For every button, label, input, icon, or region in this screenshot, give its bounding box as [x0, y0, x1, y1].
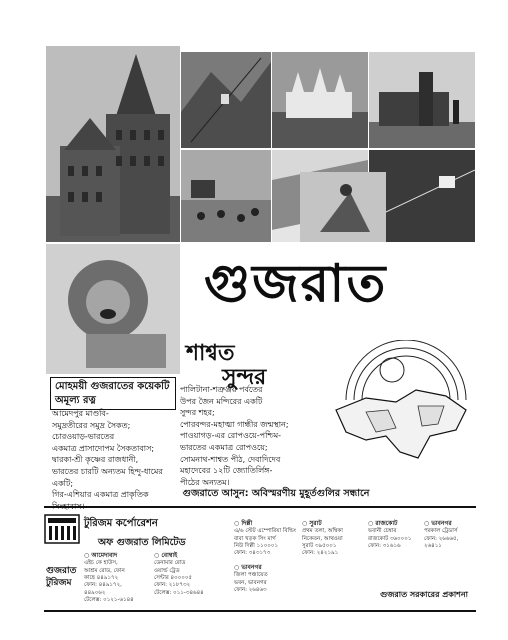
list-item: আমেদপুর মাণ্ডবি- — [52, 409, 109, 418]
footer — [44, 506, 476, 612]
list-item: একটি; — [52, 478, 74, 488]
list-item: উপর জৈন মন্দিরের একটি — [180, 396, 263, 406]
credit-line: গুজরাত সরকারের প্রকাশনা — [380, 590, 468, 599]
tagline-line-1: শাশ্বত — [186, 341, 235, 366]
lion-photo — [46, 244, 180, 374]
gujarat-map-illustration — [326, 340, 474, 466]
office-bhavnagar: ○ ভাবনগর জিলা পঞ্চায়েত ভবন, ভাবনগর ফোন: ২৬৪৬৩ — [234, 564, 268, 593]
list-item: সিংহাবাস। — [52, 501, 85, 511]
list-item: চোরওয়াড়-ভারতের — [52, 432, 115, 442]
gems-heading: মোহময়ী গুজরাতের কয়েকটি অমূল্য রত্ন — [50, 377, 176, 410]
list-item: পীঠের অন্যতম। — [180, 477, 230, 487]
mountain-ropeway-photo — [181, 52, 271, 148]
map-icon — [326, 340, 474, 466]
list-item: ভারতের চারটি অন্যতম হিন্দু-ধামের — [52, 466, 163, 476]
temple-icon — [46, 46, 180, 242]
list-item: সমুদ্রতীরের সমুদ্র সৈকত; — [52, 420, 131, 430]
office-delhi: ○ দিল্লী এ/৬ স্টেট এম্পোরিয়া বিল্ডিং বাবা খড়ক সিং মার্গ নিউ দিল্লী ১১০০০১ ফোন: ৩৪৩১৭৩ — [234, 520, 297, 557]
office-bhavnagar-2: ○ ভাবনগর পরকাল ট্রেডার্স ফোন: ২৬৬৬৫, ২৬৪১১ — [424, 520, 459, 549]
tourism-logo-icon — [44, 514, 80, 544]
list-item: একমাত্র প্রাসাদোপম সৈকতাবাস; — [52, 443, 155, 453]
corporation-name-line-1: টুরিজম কর্পোরেশন — [84, 518, 158, 529]
office-bombay: ○ বোম্বাই ডেনামার রোড ওয়ার্ল্ড ট্রেড সেন্টার ৪০০০০৫ ফোন: ২১৮৭৩২ টেলেক্স: ০১১-৩৪৬৪৪ — [154, 552, 204, 596]
jain-temples-photo — [272, 52, 368, 148]
mid-attractions-list — [180, 384, 336, 488]
office-ahmedabad: ○ আমেদাবাদ এইচ কে হাউস, আশ্রম রোড, ফোন কাছে ৪৪৯১৭২ ফোন: ৪৪৯১৭২, ৪৪৯০৬২ টেলেক্স: ০১২১-৬১৪৪ — [84, 552, 134, 604]
list-item: মহাদেবের ১২টি জ্যোতির্লিঙ্গ- — [180, 466, 273, 476]
palace-photo — [369, 52, 475, 148]
tagline-line-2: সুন্দর — [222, 365, 267, 390]
list-item: সোমনাথ-শাশ্বত পীঠ, দেবাদিদেব — [180, 454, 281, 464]
temple-photo — [46, 46, 180, 242]
list-item: সুন্দর শহর; — [180, 408, 215, 418]
office-surat: ○ সুরাট প্রথম তলা, অম্বিকা নিকেতন, আথওয়া সুরাট ৩৯৫০০১ ফোন: ২৪২১৯১ — [302, 520, 343, 557]
beach-people-photo — [181, 150, 271, 242]
corporation-name-line-2: অফ গুজরাত লিমিটেড — [98, 537, 186, 548]
list-item: দ্বারকা-শ্রী কৃষ্ণের রাজধানী, — [52, 455, 139, 465]
logo-text: গুজরাত টুরিজম — [46, 566, 77, 588]
sailing-woman-photo — [300, 172, 386, 242]
page-title: গুজরাত — [204, 254, 388, 314]
lion-icon — [46, 244, 180, 374]
invitation-line: গুজরাতে আসুন: অবিস্মরণীয় মুহূর্তগুলির সন্ধানে — [182, 488, 370, 499]
list-item: পাওয়াগড়-এর রোপওয়ে-পশ্চিম- — [180, 431, 282, 441]
list-item: পালিটানা-শত্রুঞ্জয় পর্বতের — [180, 385, 263, 394]
list-item: গির-এশিয়ার একমাত্র প্রাকৃতিক — [52, 490, 149, 500]
list-item: ভারতের একমাত্র রোপওয়ে; — [180, 442, 268, 452]
office-rajkot: ○ রাজকোট ভবানী চেম্বার রাজকোট ৩৬০০০১ ফোন: ৩১৬১৬ — [368, 520, 412, 549]
list-item: পোরবন্দর-মহাত্মা গান্ধীর জন্মস্থান; — [180, 419, 289, 429]
